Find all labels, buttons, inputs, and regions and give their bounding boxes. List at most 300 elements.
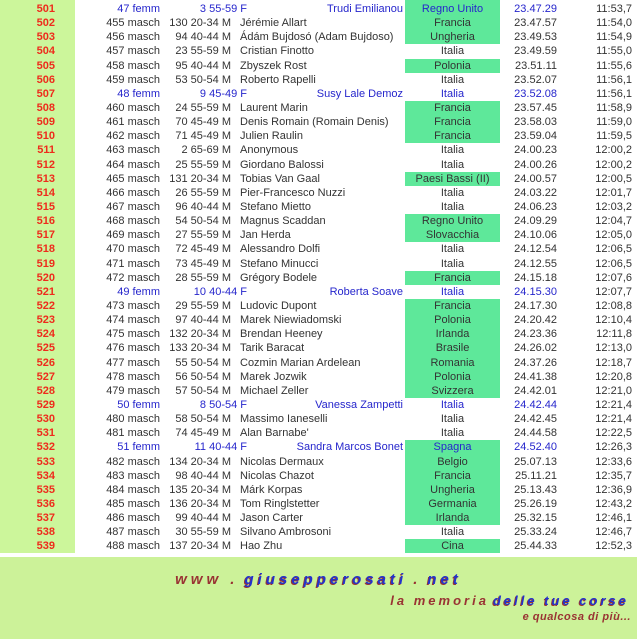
table-row	[0, 242, 637, 256]
pace-cell: 12:43,2	[595, 497, 632, 510]
table-row	[0, 469, 637, 483]
pace-cell: 12:52,3	[595, 540, 632, 553]
table-row	[0, 228, 637, 242]
pace-cell: 12:10,4	[595, 314, 632, 327]
table-row	[0, 398, 637, 412]
time-cell: 24.15.18	[514, 271, 557, 284]
country-cell: Francia	[405, 16, 500, 30]
category-cell: 25 55-59 M	[175, 158, 231, 171]
gender-position-cell: 471 masch	[106, 257, 160, 270]
category-cell: 70 45-49 M	[175, 116, 231, 129]
time-cell: 24.00.26	[514, 158, 557, 171]
site-url[interactable]	[0, 557, 637, 588]
table-row	[0, 412, 637, 426]
gender-position-cell: 455 masch	[106, 17, 160, 30]
country-cell: Spagna	[405, 440, 500, 454]
gender-position-cell: 463 masch	[106, 144, 160, 157]
country-cell: Irlanda	[405, 327, 500, 341]
gender-position-cell: 477 masch	[106, 356, 160, 369]
country-cell: Regno Unito	[405, 2, 500, 16]
category-cell: 54 50-54 M	[175, 215, 231, 228]
country-cell: Irlanda	[405, 511, 500, 525]
pace-cell: 12:07,7	[595, 285, 632, 298]
pace-cell: 11:54,0	[596, 17, 632, 30]
time-cell: 24.06.23	[514, 200, 557, 213]
country-cell: Italia	[440, 526, 465, 539]
site-tagline	[0, 593, 637, 608]
category-cell: 137 20-34 M	[169, 540, 231, 553]
pace-cell: 12:46,1	[595, 512, 632, 525]
rank-cell: 521	[0, 285, 75, 299]
name-cell: Giordano Balossi	[240, 158, 324, 171]
country-cell: Italia	[440, 285, 465, 298]
rank-cell: 515	[0, 200, 75, 214]
category-cell: 24 55-59 M	[175, 101, 231, 114]
name-cell: Roberta Soave	[329, 285, 403, 298]
category-cell: 58 50-54 M	[175, 413, 231, 426]
time-cell: 24.42.45	[514, 413, 557, 426]
gender-position-cell: 461 masch	[106, 116, 160, 129]
name-cell: Silvano Ambrosoni	[240, 526, 332, 539]
name-cell: Ludovic Dupont	[240, 299, 317, 312]
rank-cell: 539	[0, 539, 75, 553]
rank-cell: 525	[0, 341, 75, 355]
rank-cell: 503	[0, 30, 75, 44]
gender-position-cell: 464 masch	[106, 158, 160, 171]
country-cell: Italia	[440, 257, 465, 270]
country-cell: Italia	[440, 158, 465, 171]
tagline-red: la memoria	[390, 593, 489, 609]
gender-position-cell: 487 masch	[106, 526, 160, 539]
time-cell: 25.26.19	[514, 497, 557, 510]
table-row	[0, 2, 637, 16]
gender-position-cell: 467 masch	[106, 200, 160, 213]
gender-position-cell: 482 masch	[106, 455, 160, 468]
country-cell: Francia	[405, 129, 500, 143]
pace-cell: 12:13,0	[595, 342, 632, 355]
category-cell: 94 40-44 M	[175, 31, 231, 44]
table-row	[0, 313, 637, 327]
rank-cell: 522	[0, 299, 75, 313]
table-row	[0, 257, 637, 271]
pace-cell: 12:26,3	[595, 441, 632, 454]
time-cell: 23.49.59	[514, 45, 557, 58]
pace-cell: 12:00,2	[595, 158, 632, 171]
name-cell: Alan Barnabe'	[240, 427, 309, 440]
table-row	[0, 370, 637, 384]
category-cell: 74 45-49 M	[175, 427, 231, 440]
gender-position-cell: 460 masch	[106, 101, 160, 114]
category-cell: 133 20-34 M	[169, 342, 231, 355]
country-cell: Italia	[440, 413, 465, 426]
category-cell: 56 50-54 M	[175, 370, 231, 383]
rank-cell: 527	[0, 370, 75, 384]
name-cell: Cristian Finotto	[240, 45, 314, 58]
country-cell: Italia	[440, 186, 465, 199]
name-cell: Marek Jozwik	[240, 370, 307, 383]
country-cell: Francia	[405, 101, 500, 115]
gender-position-cell: 456 masch	[106, 31, 160, 44]
rank-cell: 534	[0, 469, 75, 483]
name-cell: Magnus Scaddan	[240, 215, 326, 228]
name-cell: Stefano Minucci	[240, 257, 319, 270]
site-url-dot: .	[413, 571, 422, 589]
country-cell: Polonia	[405, 313, 500, 327]
pace-cell: 12:06,5	[595, 257, 632, 270]
pace-cell: 12:21,4	[595, 398, 632, 411]
gender-position-cell: 486 masch	[106, 512, 160, 525]
gender-position-cell: 47 femm	[117, 3, 160, 15]
pace-cell: 12:18,7	[595, 356, 632, 369]
table-row	[0, 299, 637, 313]
table-row	[0, 129, 637, 143]
category-cell: 27 55-59 M	[175, 229, 231, 242]
pace-cell: 11:55,6	[596, 59, 632, 72]
country-cell: Svizzera	[405, 384, 500, 398]
gender-position-cell: 488 masch	[106, 540, 160, 553]
rank-cell: 535	[0, 483, 75, 497]
time-cell: 25.33.24	[514, 526, 557, 539]
rank-cell: 533	[0, 455, 75, 469]
rank-cell: 508	[0, 101, 75, 115]
table-row	[0, 44, 637, 58]
country-cell: Cina	[405, 539, 500, 553]
rank-cell: 509	[0, 115, 75, 129]
time-cell: 25.13.43	[514, 483, 557, 496]
category-cell: 134 20-34 M	[169, 455, 231, 468]
name-cell: Massimo Ianeselli	[240, 413, 328, 426]
category-cell: 95 40-44 M	[175, 59, 231, 72]
time-cell: 23.47.29	[514, 3, 557, 15]
pace-cell: 12:07,6	[595, 271, 632, 284]
country-cell: Francia	[405, 271, 500, 285]
country-cell: Italia	[440, 427, 465, 440]
country-cell: Regno Unito	[405, 214, 500, 228]
table-row	[0, 30, 637, 44]
gender-position-cell: 480 masch	[106, 413, 160, 426]
time-cell: 23.58.03	[514, 116, 557, 129]
country-cell: Ungheria	[405, 483, 500, 497]
name-cell: Trudi Emilianou	[326, 3, 403, 15]
country-cell: Italia	[440, 243, 465, 256]
country-cell: Romania	[405, 356, 500, 370]
rank-cell: 507	[0, 87, 75, 101]
category-cell: 131 20-34 M	[169, 172, 231, 185]
category-cell: 23 55-59 M	[175, 45, 231, 58]
name-cell: Michael Zeller	[240, 384, 309, 397]
time-cell: 24.26.02	[514, 342, 557, 355]
country-cell: Francia	[405, 299, 500, 313]
rank-cell: 504	[0, 44, 75, 58]
category-cell: 71 45-49 M	[175, 130, 231, 143]
name-cell: Jérémie Allart	[240, 17, 307, 30]
time-cell: 24.44.58	[514, 427, 557, 440]
time-cell: 23.52.07	[514, 73, 557, 86]
time-cell: 24.42.01	[514, 384, 557, 397]
gender-position-cell: 458 masch	[106, 59, 160, 72]
table-row	[0, 497, 637, 511]
name-cell: Tobias Van Gaal	[240, 172, 320, 185]
time-cell: 25.11.21	[514, 469, 557, 482]
name-cell: Hao Zhu	[240, 540, 283, 553]
table-row	[0, 539, 637, 553]
country-cell: Italia	[440, 87, 465, 100]
time-cell: 23.51.11	[514, 59, 557, 72]
rank-cell: 524	[0, 327, 75, 341]
country-cell: Italia	[440, 144, 465, 157]
name-cell: Roberto Rapelli	[240, 73, 316, 86]
rank-cell: 501	[0, 2, 75, 16]
category-cell: 53 50-54 M	[175, 73, 231, 86]
country-cell: Italia	[440, 398, 465, 411]
time-cell: 25.32.15	[514, 512, 557, 525]
category-cell: 55 50-54 M	[175, 356, 231, 369]
gender-position-cell: 469 masch	[106, 229, 160, 242]
time-cell: 24.09.29	[514, 215, 557, 228]
site-subtagline: e qualcosa di più...	[522, 611, 631, 624]
table-row	[0, 511, 637, 525]
pace-cell: 12:21,0	[595, 384, 632, 397]
pace-cell: 12:08,8	[595, 299, 632, 312]
category-cell: 73 45-49 M	[175, 257, 231, 270]
gender-position-cell: 468 masch	[106, 215, 160, 228]
category-cell: 135 20-34 M	[169, 483, 231, 496]
gender-position-cell: 459 masch	[106, 73, 160, 86]
name-cell: Nicolas Dermaux	[240, 455, 324, 468]
pace-cell: 12:01,7	[595, 186, 632, 199]
category-cell: 29 55-59 M	[175, 299, 231, 312]
country-cell: Slovacchia	[405, 228, 500, 242]
category-cell: 26 55-59 M	[175, 186, 231, 199]
gender-position-cell: 476 masch	[106, 342, 160, 355]
gender-position-cell: 484 masch	[106, 483, 160, 496]
country-cell: Francia	[405, 469, 500, 483]
tagline-blue: delle tue corse	[492, 593, 629, 609]
gender-position-cell: 466 masch	[106, 186, 160, 199]
table-row	[0, 87, 637, 101]
name-cell: Ádám Bujdosó (Adam Bujdoso)	[240, 31, 394, 44]
time-cell: 24.12.55	[514, 257, 557, 270]
rank-cell: 512	[0, 158, 75, 172]
rank-cell: 529	[0, 398, 75, 412]
table-row	[0, 356, 637, 370]
rank-cell: 520	[0, 271, 75, 285]
name-cell: Márk Korpas	[240, 483, 303, 496]
results-table	[0, 2, 637, 553]
gender-position-cell: 483 masch	[106, 469, 160, 482]
pace-cell: 12:06,5	[595, 243, 632, 256]
country-cell: Polonia	[405, 59, 500, 73]
rank-cell: 519	[0, 257, 75, 271]
category-cell: 57 50-54 M	[175, 384, 231, 397]
time-cell: 24.41.38	[514, 370, 557, 383]
category-cell: 10 40-44 F	[193, 285, 247, 298]
category-cell: 132 20-34 M	[169, 328, 231, 341]
site-url-tld: net	[427, 571, 462, 589]
gender-position-cell: 478 masch	[106, 370, 160, 383]
gender-position-cell: 470 masch	[106, 243, 160, 256]
table-row	[0, 341, 637, 355]
time-cell: 24.03.22	[514, 186, 557, 199]
name-cell: Stefano Mietto	[240, 200, 311, 213]
time-cell: 24.52.40	[514, 441, 557, 454]
gender-position-cell: 48 femm	[117, 87, 160, 100]
time-cell: 24.17.30	[514, 299, 557, 312]
country-cell: Brasile	[405, 341, 500, 355]
category-cell: 130 20-34 M	[169, 17, 231, 30]
time-cell: 24.20.42	[514, 314, 557, 327]
category-cell: 8 50-54 F	[199, 398, 247, 411]
name-cell: Pier-Francesco Nuzzi	[240, 186, 346, 199]
time-cell: 24.15.30	[514, 285, 557, 298]
pace-cell: 11:56,1	[596, 87, 632, 100]
gender-position-cell: 457 masch	[106, 45, 160, 58]
name-cell: Cozmin Marian Ardelean	[240, 356, 361, 369]
name-cell: Jason Carter	[240, 512, 303, 525]
rank-cell: 536	[0, 497, 75, 511]
table-row	[0, 483, 637, 497]
time-cell: 25.44.33	[514, 540, 557, 553]
pace-cell: 11:53,7	[596, 3, 632, 15]
pace-cell: 12:22,5	[595, 427, 632, 440]
pace-cell: 12:35,7	[595, 469, 632, 482]
name-cell: Grégory Bodele	[240, 271, 318, 284]
rank-cell: 513	[0, 172, 75, 186]
gender-position-cell: 474 masch	[106, 314, 160, 327]
category-cell: 96 40-44 M	[175, 200, 231, 213]
category-cell: 3 55-59 F	[199, 3, 247, 15]
country-cell: Germania	[405, 497, 500, 511]
time-cell: 24.00.23	[514, 144, 557, 157]
time-cell: 23.57.45	[514, 101, 557, 114]
category-cell: 2 65-69 M	[181, 144, 231, 157]
rank-cell: 517	[0, 228, 75, 242]
time-cell: 23.47.57	[514, 17, 557, 30]
country-cell: Francia	[405, 115, 500, 129]
country-cell: Italia	[440, 200, 465, 213]
table-row	[0, 455, 637, 469]
table-row	[0, 115, 637, 129]
table-row	[0, 285, 637, 299]
rank-cell: 532	[0, 440, 75, 454]
rank-cell: 531	[0, 426, 75, 440]
gender-position-cell: 465 masch	[106, 172, 160, 185]
footer-banner	[0, 557, 637, 639]
time-cell: 24.12.54	[514, 243, 557, 256]
time-cell: 24.37.26	[514, 356, 557, 369]
name-cell: Anonymous	[240, 144, 299, 157]
pace-cell: 12:33,6	[595, 455, 632, 468]
gender-position-cell: 481 masch	[106, 427, 160, 440]
name-cell: Zbyszek Rost	[240, 59, 307, 72]
gender-position-cell: 50 femm	[117, 398, 160, 411]
time-cell: 23.59.04	[514, 130, 557, 143]
country-cell: Paesi Bassi (II)	[405, 172, 500, 186]
time-cell: 24.00.57	[514, 172, 557, 185]
category-cell: 98 40-44 M	[175, 469, 231, 482]
category-cell: 97 40-44 M	[175, 314, 231, 327]
table-row	[0, 426, 637, 440]
category-cell: 99 40-44 M	[175, 512, 231, 525]
category-cell: 136 20-34 M	[169, 497, 231, 510]
pace-cell: 11:54,9	[596, 31, 632, 44]
rank-cell: 538	[0, 525, 75, 539]
site-url-www: www .	[175, 571, 239, 589]
name-cell: Susy Lale Demoz	[316, 87, 403, 100]
pace-cell: 12:05,0	[595, 229, 632, 242]
rank-cell: 528	[0, 384, 75, 398]
gender-position-cell: 472 masch	[106, 271, 160, 284]
time-cell: 24.42.44	[514, 398, 557, 411]
rank-cell: 511	[0, 143, 75, 157]
table-row	[0, 200, 637, 214]
table-row	[0, 158, 637, 172]
table-row	[0, 525, 637, 539]
rank-cell: 506	[0, 73, 75, 87]
table-row	[0, 101, 637, 115]
pace-cell: 12:11,8	[596, 328, 632, 341]
pace-cell: 11:56,1	[596, 73, 632, 86]
pace-cell: 11:59,0	[596, 116, 632, 129]
gender-position-cell: 473 masch	[106, 299, 160, 312]
rank-cell: 505	[0, 59, 75, 73]
country-cell: Polonia	[405, 370, 500, 384]
name-cell: Nicolas Chazot	[240, 469, 314, 482]
site-url-name: giusepperosati	[244, 571, 408, 589]
name-cell: Denis Romain (Romain Denis)	[240, 116, 389, 129]
rank-cell: 526	[0, 356, 75, 370]
pace-cell: 12:20,8	[595, 370, 632, 383]
table-row	[0, 186, 637, 200]
gender-position-cell: 485 masch	[106, 497, 160, 510]
time-cell: 23.49.53	[514, 31, 557, 44]
rank-cell: 516	[0, 214, 75, 228]
table-row	[0, 16, 637, 30]
rank-cell: 523	[0, 313, 75, 327]
pace-cell: 11:59,5	[596, 130, 632, 143]
gender-position-cell: 462 masch	[106, 130, 160, 143]
rank-cell: 537	[0, 511, 75, 525]
category-cell: 9 45-49 F	[199, 87, 247, 100]
table-row	[0, 214, 637, 228]
pace-cell: 12:46,7	[595, 526, 632, 539]
pace-cell: 11:55,0	[596, 45, 632, 58]
pace-cell: 12:00,2	[595, 144, 632, 157]
rank-cell: 502	[0, 16, 75, 30]
pace-cell: 12:03,2	[595, 200, 632, 213]
name-cell: Sandra Marcos Bonet	[296, 441, 403, 454]
pace-cell: 11:58,9	[596, 101, 632, 114]
table-row	[0, 143, 637, 157]
category-cell: 28 55-59 M	[175, 271, 231, 284]
rank-cell: 518	[0, 242, 75, 256]
country-cell: Italia	[440, 45, 465, 58]
gender-position-cell: 475 masch	[106, 328, 160, 341]
name-cell: Vanessa Zampetti	[315, 398, 403, 411]
table-row	[0, 384, 637, 398]
country-cell: Italia	[440, 73, 465, 86]
table-row	[0, 73, 637, 87]
name-cell: Jan Herda	[240, 229, 291, 242]
table-row	[0, 327, 637, 341]
pace-cell: 12:00,5	[595, 172, 632, 185]
rank-cell: 530	[0, 412, 75, 426]
table-row	[0, 271, 637, 285]
pace-cell: 12:21,4	[595, 413, 632, 426]
name-cell: Laurent Marin	[240, 101, 308, 114]
gender-position-cell: 51 femm	[117, 441, 160, 454]
time-cell: 25.07.13	[514, 455, 557, 468]
